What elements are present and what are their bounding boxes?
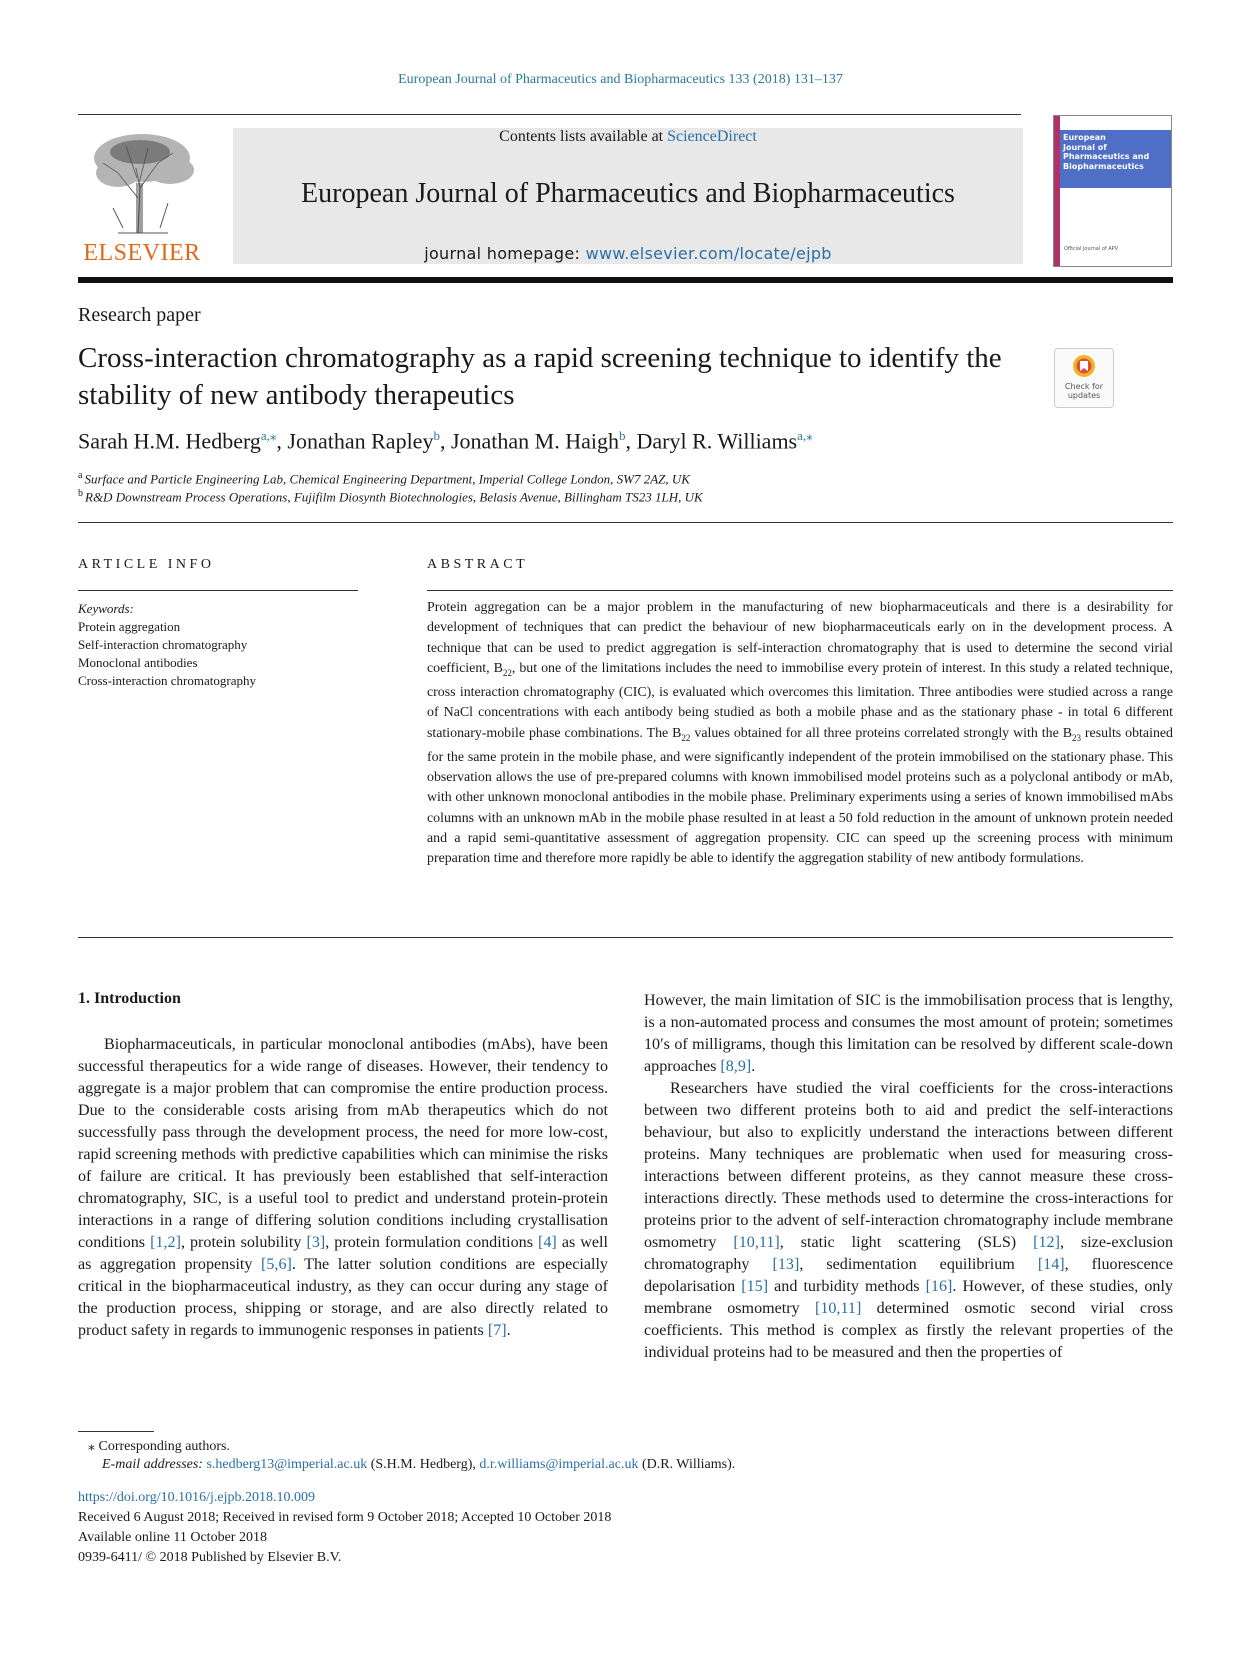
keyword-item: Monoclonal antibodies [78, 655, 198, 670]
keyword-item: Cross-interaction chromatography [78, 673, 256, 688]
top-divider [78, 114, 1021, 115]
check-for-updates-button[interactable] [1054, 348, 1114, 408]
subscript: 22 [681, 732, 691, 743]
sciencedirect-link[interactable]: ScienceDirect [667, 128, 757, 145]
article-info-divider [78, 590, 358, 591]
author-name[interactable]: Jonathan M. Haigh [450, 428, 619, 454]
cover-footer: Official Journal of APV [1064, 246, 1119, 252]
check-updates-icon [1072, 354, 1096, 378]
abstract-text-3: values obtained for all three proteins correlated strongly with the B [690, 725, 1072, 741]
email-link[interactable]: s.hedberg13@imperial.ac.uk [206, 1457, 368, 1472]
article-title: Cross-interaction chromatography as a rapid screening technique to identify the stability of new antibody therapeutics [78, 342, 1002, 411]
article-info-heading: ARTICLE INFO [78, 557, 215, 572]
citation-link[interactable]: [15] [741, 1278, 769, 1295]
footnote-divider [78, 1431, 154, 1432]
citation-link[interactable]: [14] [1037, 1256, 1065, 1273]
divider [78, 522, 1173, 523]
author-name[interactable]: Daryl R. Williams [636, 428, 798, 454]
journal-reference[interactable]: European Journal of Pharmaceutics and Biopharmaceutics 133 (2018) 131–137 [398, 72, 843, 87]
email-label: E-mail addresses: [102, 1457, 203, 1472]
author-affiliation-mark[interactable]: a,⁎ [260, 428, 277, 443]
citation-link[interactable]: [5,6] [261, 1256, 292, 1273]
citation-link[interactable]: [10,11] [814, 1300, 862, 1317]
affiliation-a [78, 470, 690, 487]
author-name[interactable]: Sarah H.M. Hedberg [78, 428, 261, 454]
abstract-body [427, 598, 1173, 869]
intro-left-column: Biopharmaceuticals, in particular monoclonal antibodies (mAbs), have been successful therapeutics for a wide range of diseases. However, their tendency to aggregate is a major problem that can compromise the entire production process. Due to the considerable costs arising from mAb therapeutics which do not successfully pass through the development process, the need for more low-cost, rapid screening methods with predictive capabilities which can minimise the risks of failure are critical. It has previously been established that self-interaction chromatography, SIC, is a useful tool to predict and understand protein-protein interactions in a range of differing solution conditions including crystallisation conditions [1,2], protein solubility [3], protein formulation conditions [4] as well as aggregation propensity [5,6]. The latter solution conditions are especially critical in the biopharmaceutical industry, as they can occur during any stage of the production process, shipping or storage, and are also directly related to product safety in regards to immunogenic responses in patients [7]. [78, 1036, 608, 1339]
citation-link[interactable]: [3] [306, 1234, 326, 1251]
article-type: Research paper [78, 304, 201, 326]
keywords-label: Keywords: [78, 601, 134, 616]
abstract-text-1: Protein aggregation can be a major problem in the manufacturing of new biopharmaceuticals and there is a desirability for development of techniques that can predict the behaviour of new biopharmaceuticals early on in the development process. A technique that can be used to predict aggregation is self-interaction chromatography that is used to determine the second virial coefficient, B [427, 600, 1173, 676]
journal-name: European Journal of Pharmaceutics and Biopharmaceutics [301, 178, 955, 209]
affiliation-b [78, 488, 703, 505]
author-name[interactable]: Jonathan Rapley [287, 428, 434, 454]
citation-link[interactable]: [1,2] [150, 1234, 181, 1251]
cover-title: European Journal of Pharmaceutics and Biopharmaceutics [1063, 133, 1150, 171]
contents-line [233, 128, 1023, 146]
check-updates-label: Check for updates [1064, 382, 1104, 400]
email-addresses [102, 1457, 735, 1473]
citation-link[interactable]: [7] [487, 1322, 507, 1339]
citation-link[interactable]: [13] [772, 1256, 800, 1273]
citation-link[interactable]: [16] [925, 1278, 953, 1295]
citation-link[interactable]: [4] [538, 1234, 557, 1251]
divider [78, 937, 1173, 938]
homepage-line [233, 244, 1023, 263]
author-affiliation-mark[interactable]: b [618, 428, 626, 443]
affiliation-text: R&D Downstream Process Operations, Fujifilm Diosynth Biotechnologies, Belasis Avenue, Billingham TS23 1LH, UK [85, 489, 703, 505]
homepage-prefix: journal homepage: [424, 244, 581, 263]
author-list: Sarah H.M. Hedberg$^{a,⁎}$, Jonathan Rapley$^b$, Jonathan M. Haigh$^b$, Daryl R. Williams$^{a,⁎}$ [78, 428, 813, 454]
email-owner: (D.R. Williams). [638, 1457, 736, 1472]
author-affiliation-mark[interactable]: a,⁎ [797, 428, 813, 443]
intro-paragraph: However, the main limitation of SIC is the immobilisation process that is lengthy, is a non-automated process and consumes the most amount of protein; sometimes 10′s of milligrams, though this limitation can be resolved by different scale-down approaches [8,9]. [644, 992, 1173, 1075]
intro-paragraph: Researchers have studied the viral coefficients for the cross-interactions between two different proteins both to aid and predict the self-interactions behaviour, but also to explicitly understand the interactions between different proteins. Many techniques are problematic when used for measuring cross-interactions between different proteins, as they cannot measure these cross-interactions directly. These methods used to determine the cross-interactions for proteins prior to the advent of self-interaction chromatography include membrane osmometry [10,11], static light scattering (SLS) [12], size-exclusion chromatography [13], sedimentation equilibrium [14], fluorescence depolarisation [15] and turbidity methods [16]. However, of these studies, only membrane osmometry [10,11] determined osmotic second virial cross coefficients. This method is complex as firstly the relevant properties of the individual proteins had to be measured and then the properties of [644, 1080, 1173, 1361]
keyword-item: Protein aggregation [78, 619, 181, 634]
email-link[interactable]: d.r.williams@imperial.ac.uk [479, 1457, 639, 1472]
corresponding-authors-note: ⁎ Corresponding authors. [88, 1439, 230, 1454]
citation-link[interactable]: [8,9] [720, 1058, 752, 1075]
doi-link[interactable]: https://doi.org/10.1016/j.ejpb.2018.10.009 [78, 1490, 315, 1505]
abstract-text-4: results obtained for the same protein in the mobile phase, and were significantly independent of the protein immobilised on the stationary phase. This observation allows the use of pre-prepared columns with known immobilised model proteins such as a polyclonal antibody or mAb, with other unknown monoclonal antibodies in the mobile phase. Preliminary experiments using a series of known immobilised mAbs columns with an unknown mAb in the mobile phase resulted in at least a 50 fold reduction in the amount of unknown protein needed and a rapid semi-quantitative assessment of aggregation propensity. CIC can speed up the screening process with minimum preparation time and therefore more rapidly be able to identify the aggregation stability of new antibody formulations. [427, 725, 1174, 867]
section-heading-introduction: 1. Introduction [78, 990, 181, 1007]
affiliation-key: a [78, 470, 83, 481]
author-affiliation-mark[interactable]: b [433, 428, 440, 443]
copyright-notice: 0939-6411/ © 2018 Published by Elsevier B.V. [78, 1550, 342, 1565]
affiliation-text: Surface and Particle Engineering Lab, Chemical Engineering Department, Imperial College London, SW7 2AZ, UK [84, 471, 690, 487]
intro-right-column [644, 990, 1173, 1364]
citation-link[interactable]: [10,11] [733, 1234, 780, 1251]
abstract-divider [427, 590, 1173, 591]
keywords-block [78, 600, 358, 690]
available-online-date: Available online 11 October 2018 [78, 1530, 267, 1545]
journal-cover-thumbnail[interactable] [1053, 115, 1172, 267]
header-thick-divider [78, 277, 1173, 283]
contents-prefix: Contents lists available at [499, 128, 664, 145]
citation-link[interactable]: [12] [1033, 1234, 1060, 1251]
abstract-text-2: , but one of the limitations includes the need to immobilise every protein of interest. In this study a related technique, cross interaction chromatography (CIC), is evaluated which overcomes this limitation. Three antibodies were studied across a range of NaCl concentrations with each antibody being studied as both a mobile phase and as the stationary phase - in total 6 different stationary-mobile phase combinations. The B [427, 660, 1173, 741]
subscript: 23 [1071, 732, 1081, 743]
affiliation-key: b [78, 488, 83, 499]
elsevier-wordmark: ELSEVIER [83, 240, 201, 266]
homepage-link[interactable]: www.elsevier.com/locate/ejpb [585, 244, 832, 263]
received-dates: Received 6 August 2018; Received in revised form 9 October 2018; Accepted 10 October 2018 [78, 1510, 612, 1525]
email-owner: (S.H.M. Hedberg), [367, 1457, 480, 1472]
keyword-item: Self-interaction chromatography [78, 637, 248, 652]
abstract-heading: ABSTRACT [427, 557, 529, 572]
subscript: 22 [502, 667, 512, 678]
